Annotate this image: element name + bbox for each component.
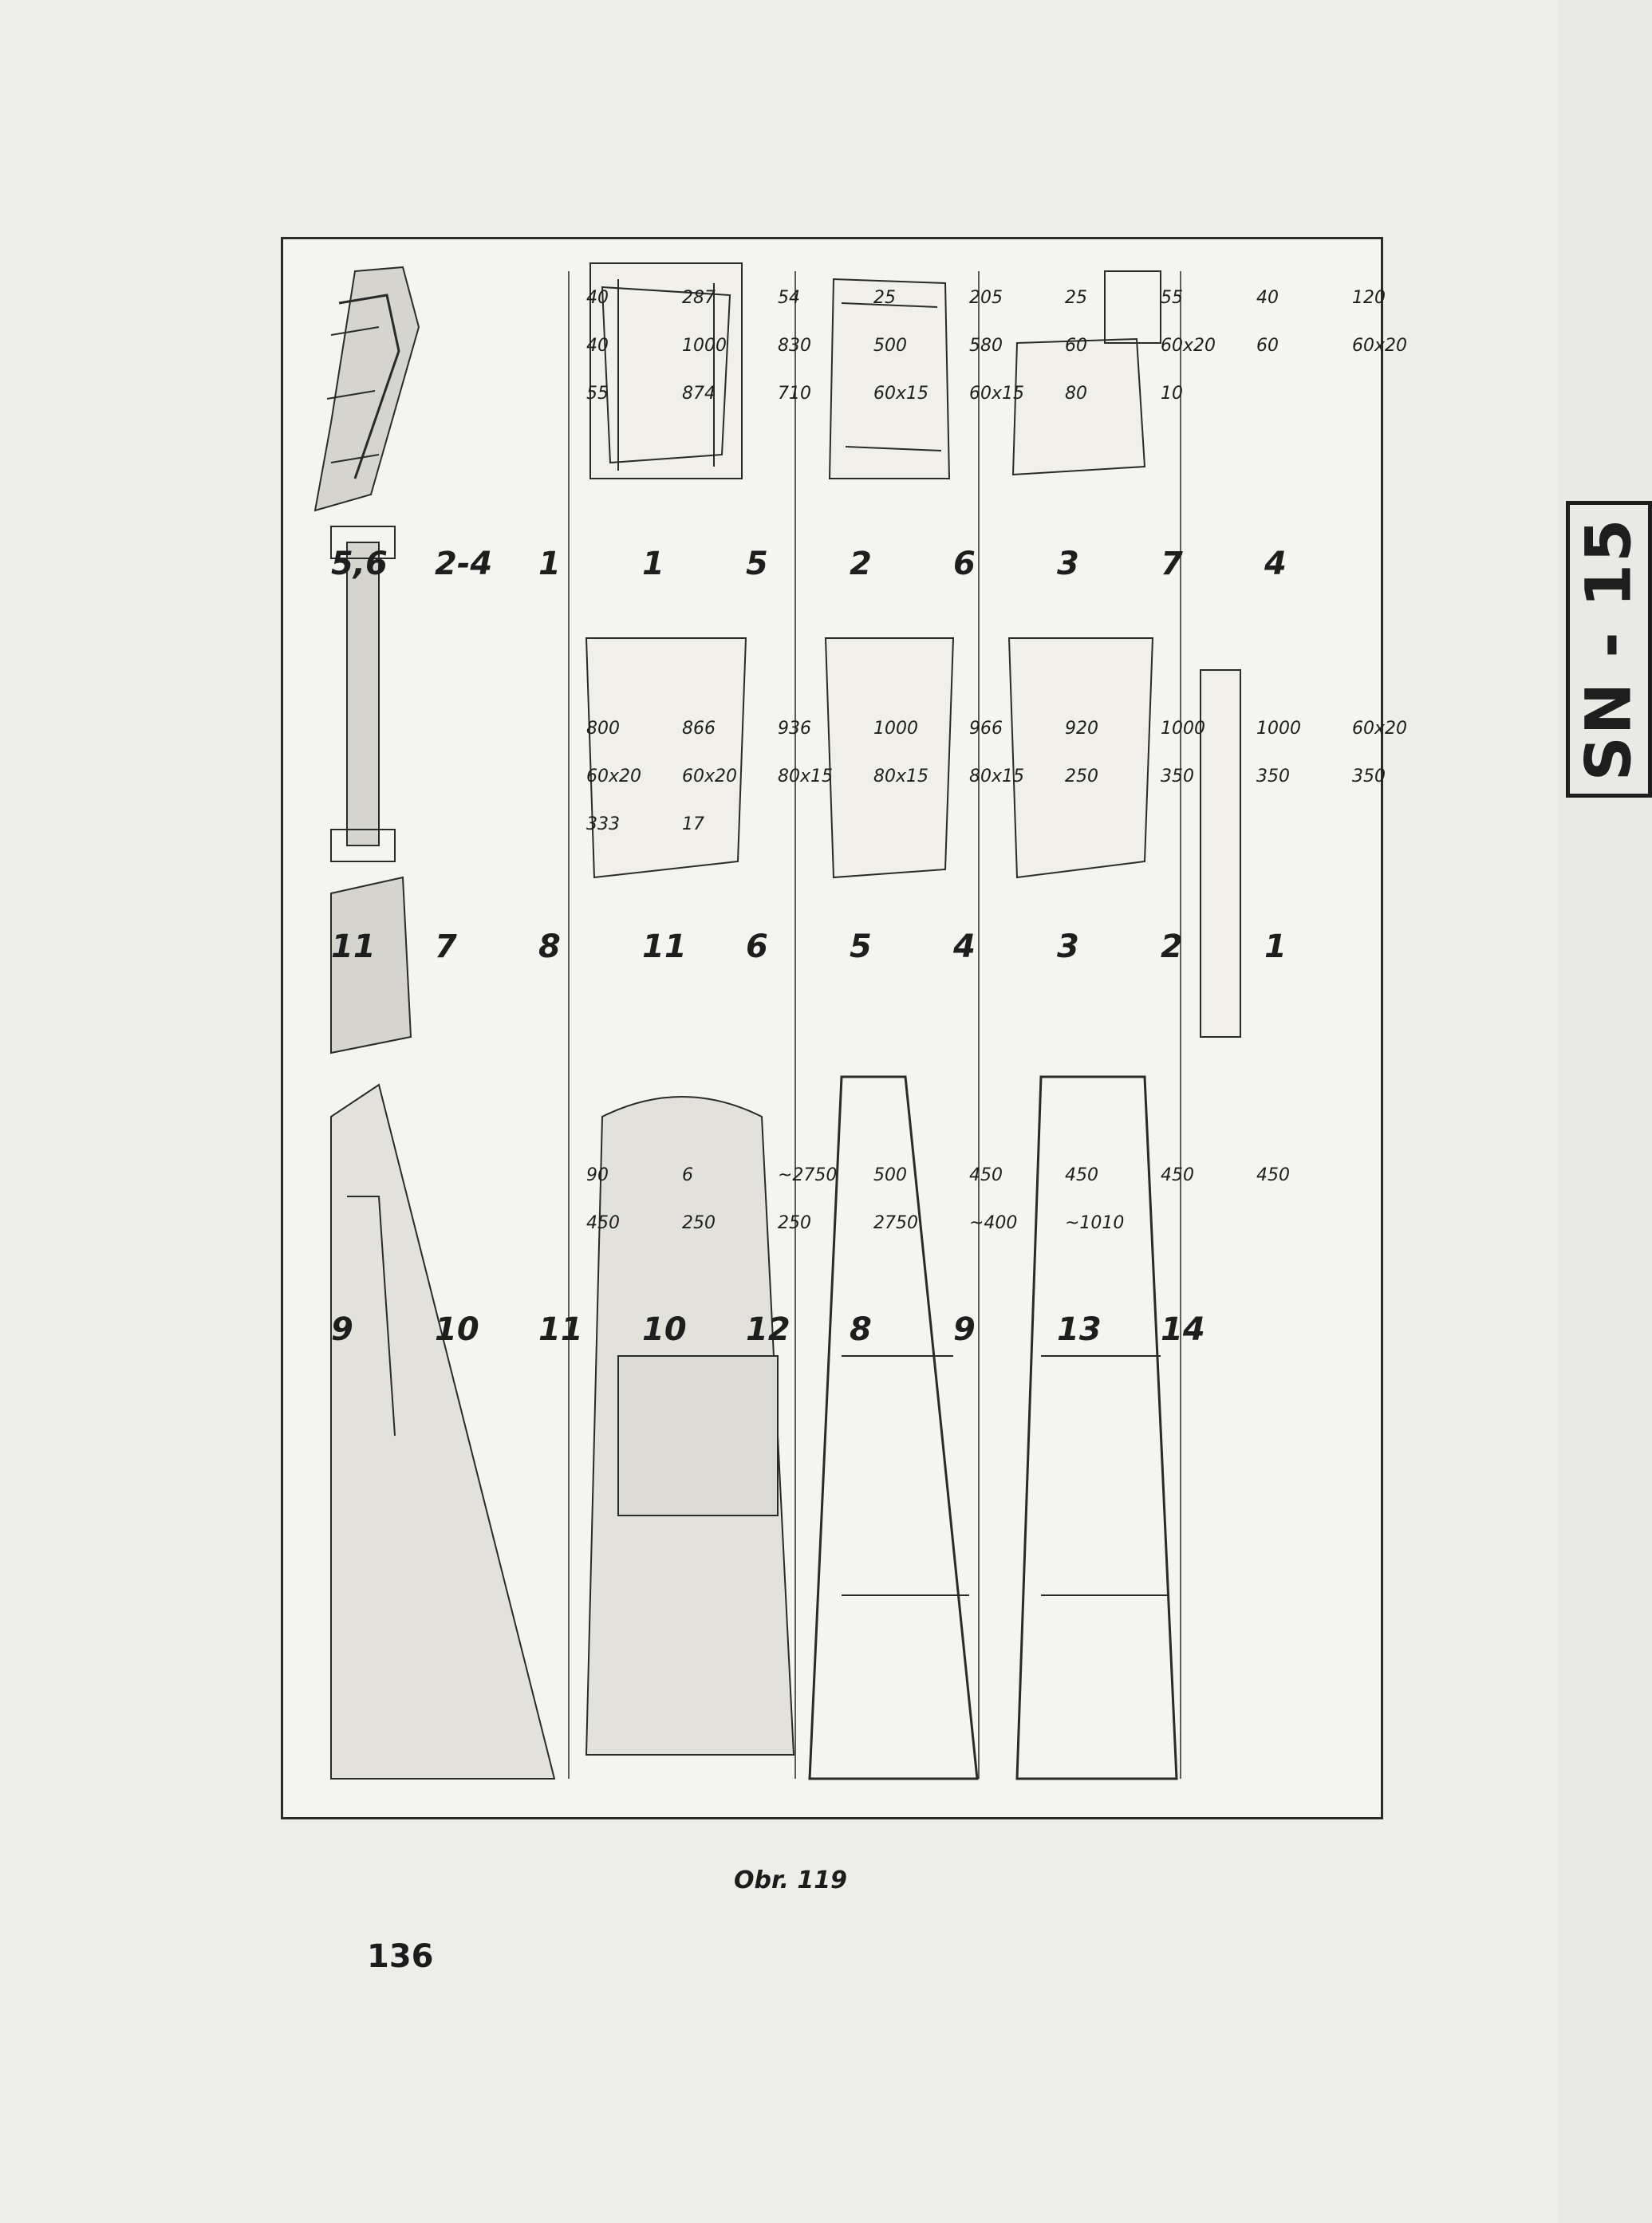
page-number: 136 <box>367 1938 434 1975</box>
part-number: 4 <box>953 928 976 965</box>
part-number: 8 <box>538 928 561 965</box>
dimension-label: 120 <box>1352 288 1386 308</box>
dimension-label: 60x20 <box>1352 336 1408 356</box>
dimension-label: 1000 <box>1161 719 1205 739</box>
figure-frame <box>281 237 1645 1819</box>
frame-1-drawing <box>590 263 742 479</box>
dimension-label: 40 <box>586 336 609 356</box>
dimension-label: 250 <box>1065 767 1098 786</box>
dimension-label: 966 <box>969 719 1003 739</box>
part-number: 3 <box>1057 546 1079 582</box>
frame-2-drawing <box>830 279 949 479</box>
dimension-label: 580 <box>969 336 1003 356</box>
dimension-label: ~1010 <box>1065 1213 1125 1233</box>
dimension-label: 80x15 <box>778 767 834 786</box>
dimension-label: 874 <box>682 384 716 404</box>
part-number: 11 <box>538 1311 583 1348</box>
dimension-label: 830 <box>778 336 811 356</box>
dimension-label: 90 <box>586 1165 609 1185</box>
part-number: 1 <box>1264 928 1287 965</box>
dimension-label: 500 <box>873 1165 907 1185</box>
part-number: 6 <box>953 546 976 582</box>
transom-plank-drawing <box>331 877 411 1053</box>
part-number: 1 <box>538 546 561 582</box>
dimension-label: 920 <box>1065 719 1098 739</box>
dimension-label: 60x20 <box>1161 336 1216 356</box>
dimension-label: 250 <box>682 1213 716 1233</box>
dimension-label: 60 <box>1065 336 1087 356</box>
dimension-label: 2750 <box>873 1213 918 1233</box>
dimension-label: 350 <box>1256 767 1290 786</box>
part-number: 11 <box>642 928 687 965</box>
part-number: 14 <box>1161 1311 1205 1348</box>
part-number: 11 <box>331 928 376 965</box>
dimension-label: 710 <box>778 384 811 404</box>
dimension-label: 60x15 <box>873 384 929 404</box>
dimension-label: 60x20 <box>586 767 642 786</box>
dimension-label: 1000 <box>873 719 918 739</box>
dimension-label: 6 <box>682 1165 693 1185</box>
dimension-label: 80 <box>1065 384 1087 404</box>
dimension-label: ~400 <box>969 1213 1018 1233</box>
dimension-label: 60x20 <box>682 767 738 786</box>
dimension-label: 450 <box>1161 1165 1194 1185</box>
dimension-label: 80x15 <box>873 767 929 786</box>
dimension-label: 450 <box>969 1165 1003 1185</box>
figure-caption: Obr. 119 <box>734 1866 847 1894</box>
dimension-label: 60x20 <box>1352 719 1408 739</box>
dimension-label: 450 <box>1256 1165 1290 1185</box>
dimension-label: 80x15 <box>969 767 1025 786</box>
dimension-label: 60 <box>1256 336 1279 356</box>
part-number: 4 <box>1264 546 1287 582</box>
dimension-label: 17 <box>682 814 704 834</box>
part-number: 7 <box>435 928 457 965</box>
dimension-label: 1000 <box>682 336 727 356</box>
technical-drawing <box>283 239 1408 1817</box>
dimension-label: 40 <box>586 288 609 308</box>
dimension-label: 350 <box>1352 767 1386 786</box>
part-number: 9 <box>953 1311 976 1348</box>
side-profile-drawing <box>331 1085 554 1779</box>
dimension-label: 40 <box>1256 288 1279 308</box>
dimension-label: 1000 <box>1256 719 1301 739</box>
dimension-label: 55 <box>586 384 609 404</box>
dimension-label: 287 <box>682 288 716 308</box>
plan-id: SN - 15 <box>1573 517 1645 782</box>
part-number: 8 <box>850 1311 872 1348</box>
part-number: 1 <box>642 546 664 582</box>
part-number: 2 <box>1161 928 1183 965</box>
hull-plan-drawing <box>586 1097 794 1755</box>
dimension-label: 205 <box>969 288 1003 308</box>
dimension-label: 25 <box>873 288 896 308</box>
dimension-label: 25 <box>1065 288 1087 308</box>
dimension-label: 250 <box>778 1213 811 1233</box>
part-number: 7 <box>1161 546 1183 582</box>
dimension-label: 350 <box>1161 767 1194 786</box>
plan-id-box <box>1566 501 1652 798</box>
dimension-label: 866 <box>682 719 716 739</box>
dimension-label: 450 <box>586 1213 620 1233</box>
part-number: 3 <box>1057 928 1079 965</box>
dimension-label: 800 <box>586 719 620 739</box>
dimension-label: ~2750 <box>778 1165 838 1185</box>
frames-4-7-drawing <box>586 638 1240 1037</box>
part-number: 2-4 <box>435 546 493 582</box>
dimension-label: 500 <box>873 336 907 356</box>
dimension-label: 333 <box>586 814 620 834</box>
dimension-label: 55 <box>1161 288 1183 308</box>
part-number: 13 <box>1057 1311 1102 1348</box>
part-number: 2 <box>850 546 872 582</box>
dimension-label: 10 <box>1161 384 1183 404</box>
dimension-label: 450 <box>1065 1165 1098 1185</box>
dimension-label: 54 <box>778 288 800 308</box>
part-number: 10 <box>642 1311 687 1348</box>
part-number: 10 <box>435 1311 479 1348</box>
part-number: 5,6 <box>331 546 388 582</box>
dimension-label: 936 <box>778 719 811 739</box>
part-number: 5 <box>746 546 768 582</box>
part-number: 9 <box>331 1311 353 1348</box>
part-number: 12 <box>746 1311 791 1348</box>
part-number: 6 <box>746 928 768 965</box>
part-number: 5 <box>850 928 872 965</box>
frame-assembly-sketch <box>315 267 419 510</box>
dimension-label: 60x15 <box>969 384 1025 404</box>
